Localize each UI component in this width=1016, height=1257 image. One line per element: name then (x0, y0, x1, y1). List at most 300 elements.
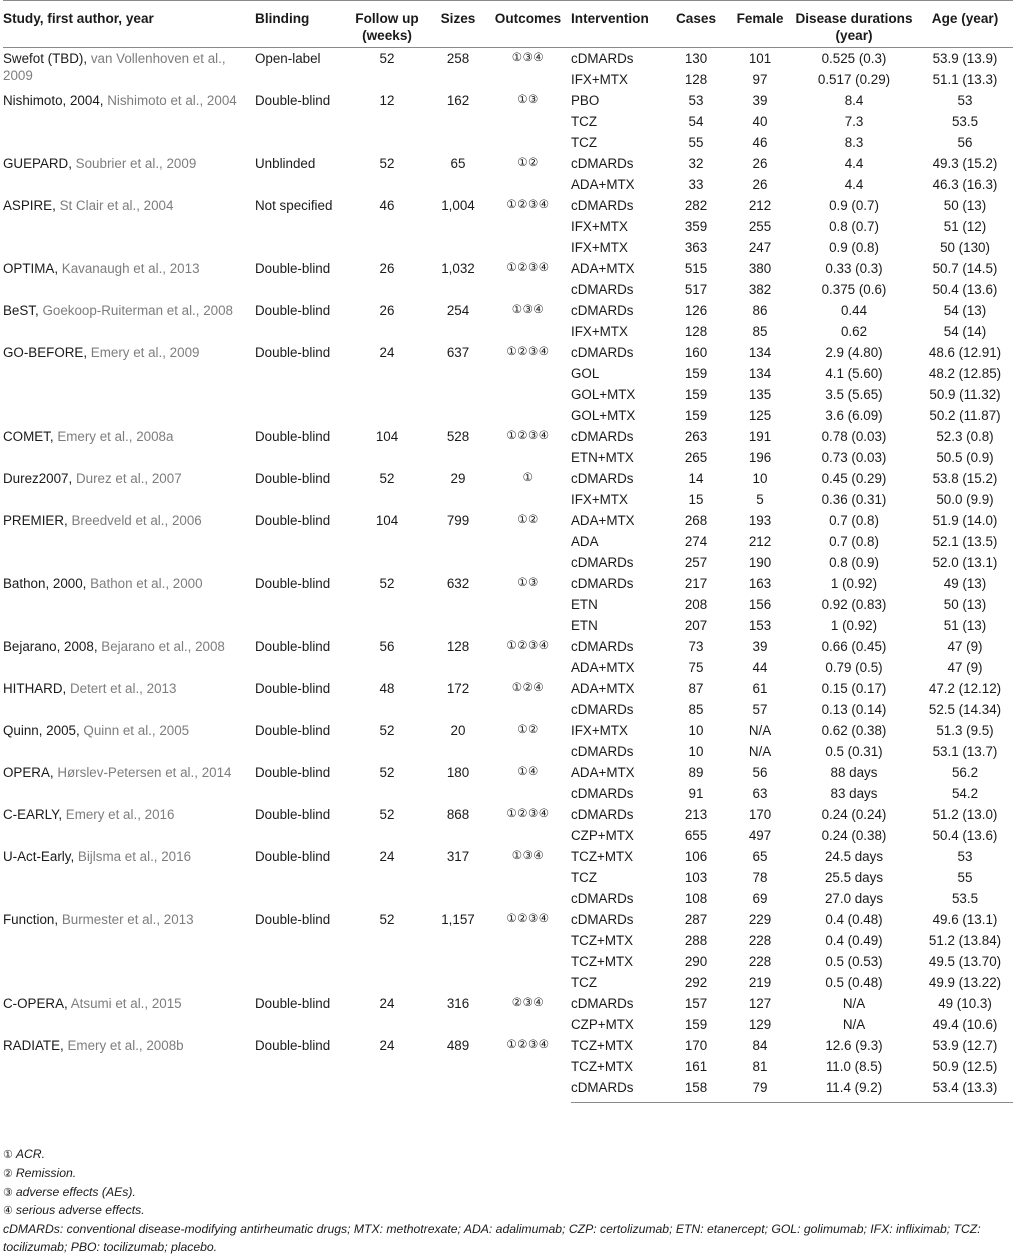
study-name: Function, (3, 911, 62, 927)
duration-cell: 4.4 (844, 177, 864, 192)
female-cell: N/A (748, 744, 772, 759)
female-cell: 170 (748, 807, 772, 822)
cases-cell: 263 (684, 429, 708, 444)
cases-cell: 158 (663, 1077, 729, 1103)
study-cell (3, 258, 255, 300)
outcomes-cell: ①②③④ (506, 262, 550, 274)
follow-up-cell: 24 (379, 849, 395, 864)
outcomes-cell: ①② (517, 157, 539, 169)
duration-cell: 0.73 (0.03) (821, 450, 887, 465)
table-footnotes (3, 1146, 1013, 1257)
age-cell: 56.2 (951, 765, 979, 780)
age-cell: 52.0 (13.1) (932, 555, 998, 570)
cases-cell: 91 (688, 786, 704, 801)
follow-up-cell: 104 (375, 513, 399, 528)
table-row (3, 993, 1013, 1014)
study-name: Swefot (TBD), (3, 50, 91, 66)
intervention-cell: ADA+MTX (571, 660, 635, 675)
sizes-cell: 632 (446, 576, 470, 591)
outcomes-cell: ①②③④ (506, 1039, 550, 1051)
age-cell: 50 (130) (940, 240, 990, 255)
study-citation-link[interactable]: St Clair et al., 2004 (59, 197, 174, 213)
blinding-cell: Double-blind (255, 681, 331, 696)
blinding-cell: Double-blind (255, 429, 331, 444)
follow-up-cell: 24 (379, 345, 395, 360)
age-cell: 49.5 (13.70) (928, 954, 1002, 969)
duration-cell: 0.15 (0.17) (821, 681, 887, 696)
outcomes-cell: ①②③④ (506, 913, 550, 925)
study-cell (3, 678, 255, 720)
intervention-cell: TCZ+MTX (571, 1038, 634, 1053)
cases-cell: 55 (688, 135, 704, 150)
duration-cell: 0.4 (0.48) (825, 912, 883, 927)
female-cell: 228 (748, 933, 772, 948)
female-cell: 81 (752, 1059, 768, 1074)
sizes-cell: 1,032 (441, 261, 475, 276)
footnote (3, 1165, 1013, 1184)
duration-cell: 0.5 (0.31) (825, 744, 883, 759)
cases-cell: 159 (684, 387, 708, 402)
sizes-cell: 799 (446, 513, 470, 528)
intervention-cell: cDMARDs (571, 345, 634, 360)
sizes-cell: 65 (450, 156, 466, 171)
age-cell: 53.4 (13.3) (917, 1077, 1013, 1103)
study-name: GO-BEFORE, (3, 344, 91, 360)
female-cell: 193 (748, 513, 772, 528)
blinding-cell: Double-blind (255, 765, 331, 780)
study-citation-link[interactable]: Kavanaugh et al., 2013 (61, 260, 200, 276)
duration-cell: 0.92 (0.83) (821, 597, 887, 612)
sizes-cell: 489 (446, 1038, 470, 1053)
cases-cell: 126 (684, 303, 708, 318)
sizes-cell: 317 (446, 849, 470, 864)
table-row (3, 846, 1013, 867)
outcomes-cell: ①②③④ (506, 199, 550, 211)
cases-cell: 257 (684, 555, 708, 570)
intervention-cell: TCZ (571, 114, 598, 129)
follow-up-cell: 12 (379, 93, 395, 108)
header-female: Female (729, 1, 791, 48)
female-cell: 26 (752, 177, 768, 192)
age-cell: 51.3 (9.5) (936, 723, 994, 738)
intervention-cell: TCZ+MTX (571, 849, 634, 864)
study-citation-link[interactable]: Durez et al., 2007 (75, 470, 182, 486)
intervention-cell: ETN (571, 597, 598, 612)
study-cell (3, 90, 255, 153)
cases-cell: 85 (688, 702, 704, 717)
cases-cell: 160 (684, 345, 708, 360)
header-sizes: Sizes (431, 1, 485, 48)
intervention-cell: ADA+MTX (571, 261, 635, 276)
study-name: GUEPARD, (3, 155, 76, 171)
age-cell: 55 (957, 870, 973, 885)
blinding-cell: Unblinded (255, 156, 316, 171)
age-cell: 51.2 (13.0) (932, 807, 998, 822)
header-row (3, 1, 1013, 48)
female-cell: 61 (752, 681, 768, 696)
cases-cell: 73 (688, 639, 704, 654)
cases-cell: 359 (684, 219, 708, 234)
intervention-cell: cDMARDs (571, 156, 634, 171)
follow-up-cell: 52 (379, 807, 395, 822)
sizes-cell: 29 (450, 471, 466, 486)
age-cell: 53 (957, 93, 973, 108)
table-row (3, 90, 1013, 111)
table-row (3, 48, 1013, 70)
female-cell: 65 (752, 849, 768, 864)
age-cell: 53.5 (951, 114, 979, 129)
duration-cell: 11.4 (9.2) (791, 1077, 917, 1103)
study-name: Nishimoto, 2004, (3, 92, 108, 108)
intervention-cell: TCZ+MTX (571, 954, 634, 969)
age-cell: 49.6 (13.1) (932, 912, 998, 927)
duration-cell: 0.62 (840, 324, 868, 339)
header-cases: Cases (663, 1, 729, 48)
cases-cell: 287 (684, 912, 708, 927)
age-cell: 50.5 (0.9) (936, 450, 994, 465)
table-row (3, 678, 1013, 699)
sizes-cell: 128 (446, 639, 470, 654)
study-cell (3, 573, 255, 636)
study-cell (3, 342, 255, 426)
age-cell: 51.9 (14.0) (932, 513, 998, 528)
female-cell: 228 (748, 954, 772, 969)
female-cell: 86 (752, 303, 768, 318)
study-cell (3, 762, 255, 804)
study-name: Durez2007, (3, 470, 76, 486)
study-citation-link[interactable]: Emery et al., 2008b (67, 1037, 184, 1053)
footnote-text: ACR. (15, 1147, 45, 1161)
female-cell: 156 (748, 597, 772, 612)
intervention-cell: ETN (571, 618, 598, 633)
intervention-cell: cDMARDs (571, 744, 634, 759)
intervention-cell: cDMARDs (571, 555, 634, 570)
female-cell: 380 (748, 261, 772, 276)
female-cell: 78 (752, 870, 768, 885)
sizes-cell: 1,004 (441, 198, 475, 213)
duration-cell: 8.4 (844, 93, 864, 108)
female-cell: 190 (748, 555, 772, 570)
age-cell: 52.1 (13.5) (932, 534, 998, 549)
cases-cell: 274 (684, 534, 708, 549)
intervention-cell: GOL+MTX (571, 387, 636, 402)
cases-cell: 161 (684, 1059, 708, 1074)
blinding-cell: Double-blind (255, 513, 331, 528)
duration-cell: 0.78 (0.03) (821, 429, 887, 444)
duration-cell: 4.1 (5.60) (825, 366, 883, 381)
table-row (3, 909, 1013, 930)
study-cell (3, 426, 255, 468)
intervention-cell: cDMARDs (571, 891, 634, 906)
female-cell: 129 (748, 1017, 772, 1032)
header-blinding: Blinding (255, 1, 343, 48)
study-citation-link[interactable]: Emery et al., 2008a (57, 428, 174, 444)
duration-cell: 11.0 (8.5) (825, 1059, 883, 1074)
cases-cell: 288 (684, 933, 708, 948)
duration-cell: 0.5 (0.48) (825, 975, 883, 990)
study-name: C-EARLY, (3, 806, 66, 822)
study-cell (3, 909, 255, 993)
follow-up-cell: 24 (379, 996, 395, 1011)
age-cell: 49 (10.3) (938, 996, 992, 1011)
age-cell: 56 (957, 135, 973, 150)
cases-cell: 292 (684, 975, 708, 990)
duration-cell: 0.33 (0.3) (825, 261, 883, 276)
study-citation-link[interactable]: Hørslev-Petersen et al., 2014 (57, 764, 232, 780)
study-citation-link[interactable]: Emery et al., 2016 (65, 806, 175, 822)
blinding-cell: Double-blind (255, 471, 331, 486)
footnote-symbol: ② (3, 1167, 13, 1180)
table-row (3, 258, 1013, 279)
age-cell: 47 (9) (947, 639, 983, 654)
study-citation-link[interactable]: Bathon et al., 2000 (90, 575, 203, 591)
sizes-cell: 868 (446, 807, 470, 822)
cases-cell: 10 (688, 723, 704, 738)
outcomes-cell: ①② (517, 724, 539, 736)
intervention-cell: ADA (571, 534, 599, 549)
duration-cell: 0.79 (0.5) (825, 660, 883, 675)
footnote-text: Remission. (15, 1165, 77, 1180)
follow-up-cell: 48 (379, 681, 395, 696)
intervention-cell: TCZ+MTX (571, 1059, 634, 1074)
duration-cell: N/A (842, 996, 866, 1011)
intervention-cell: cDMARDs (571, 786, 634, 801)
follow-up-cell: 52 (379, 723, 395, 738)
intervention-cell: IFX+MTX (571, 723, 628, 738)
study-name: Bejarano, 2008, (3, 638, 102, 654)
footnote (3, 1202, 1013, 1221)
female-cell: 229 (748, 912, 772, 927)
duration-cell: 3.6 (6.09) (825, 408, 883, 423)
outcomes-cell: ①③④ (511, 850, 545, 862)
cases-cell: 14 (688, 471, 704, 486)
duration-cell: 27.0 days (824, 891, 884, 906)
intervention-cell: GOL+MTX (571, 408, 636, 423)
study-citation-link[interactable]: Soubrier et al., 2009 (75, 155, 197, 171)
study-citation-link[interactable]: Burmester et al., 2013 (61, 911, 194, 927)
intervention-cell: CZP+MTX (571, 828, 634, 843)
intervention-cell: cDMARDs (571, 1077, 663, 1103)
intervention-cell: ADA+MTX (571, 765, 635, 780)
duration-cell: 24.5 days (824, 849, 884, 864)
study-cell (3, 48, 255, 91)
study-cell (3, 153, 255, 195)
female-cell: 247 (748, 240, 772, 255)
study-cell (3, 195, 255, 258)
intervention-cell: cDMARDs (571, 303, 634, 318)
outcomes-cell: ①② (517, 514, 539, 526)
intervention-cell: ETN+MTX (571, 450, 634, 465)
duration-cell: 7.3 (844, 114, 864, 129)
header-study: Study, first author, year (3, 1, 255, 48)
female-cell: 212 (748, 198, 772, 213)
female-cell: 196 (748, 450, 772, 465)
duration-cell: 0.8 (0.9) (829, 555, 879, 570)
study-name: BeST, (3, 302, 43, 318)
study-name: RADIATE, (3, 1037, 68, 1053)
age-cell: 53.1 (13.7) (932, 744, 998, 759)
female-cell: N/A (748, 723, 772, 738)
age-cell: 50.9 (11.32) (929, 387, 1001, 402)
follow-up-cell: 52 (379, 51, 395, 66)
blinding-cell: Double-blind (255, 93, 331, 108)
blinding-cell: Double-blind (255, 303, 331, 318)
intervention-cell: cDMARDs (571, 471, 634, 486)
blinding-cell: Double-blind (255, 723, 331, 738)
female-cell: 57 (752, 702, 768, 717)
sizes-cell: 258 (446, 51, 470, 66)
follow-up-cell: 56 (379, 639, 395, 654)
study-citation-link[interactable]: Detert et al., 2013 (69, 680, 177, 696)
study-name: OPERA, (3, 764, 58, 780)
duration-cell: 83 days (830, 786, 878, 801)
cases-cell: 54 (688, 114, 704, 129)
age-cell: 51.1 (13.3) (932, 72, 998, 87)
table-row (3, 636, 1013, 657)
intervention-cell: IFX+MTX (571, 240, 628, 255)
study-citation-link[interactable]: Bejarano et al., 2008 (101, 638, 225, 654)
follow-up-cell: 52 (379, 912, 395, 927)
blinding-cell: Double-blind (255, 576, 331, 591)
intervention-cell: cDMARDs (571, 576, 634, 591)
duration-cell: 0.24 (0.38) (821, 828, 887, 843)
table-row (3, 804, 1013, 825)
study-name: PREMIER, (3, 512, 72, 528)
cases-cell: 89 (688, 765, 704, 780)
study-citation-link[interactable]: van Vollenhoven et al., 2009 (3, 50, 226, 83)
cases-cell: 128 (684, 72, 708, 87)
table-row (3, 762, 1013, 783)
cases-cell: 217 (684, 576, 708, 591)
outcomes-cell: ①②③④ (506, 430, 550, 442)
female-cell: 26 (752, 156, 768, 171)
blinding-cell: Double-blind (255, 345, 331, 360)
intervention-cell: ADA+MTX (571, 177, 635, 192)
table-row (3, 342, 1013, 363)
study-name: Bathon, 2000, (3, 575, 91, 591)
cases-cell: 75 (688, 660, 704, 675)
outcomes-cell: ①③④ (511, 304, 545, 316)
intervention-cell: TCZ (571, 870, 598, 885)
intervention-cell: CZP+MTX (571, 1017, 634, 1032)
table-row (3, 195, 1013, 216)
duration-cell: 4.4 (844, 156, 864, 171)
female-cell: 39 (752, 639, 768, 654)
study-name: C-OPERA, (3, 995, 71, 1011)
cases-cell: 213 (684, 807, 708, 822)
age-cell: 50.2 (11.87) (929, 408, 1001, 423)
age-cell: 47 (9) (947, 660, 983, 675)
study-cell (3, 468, 255, 510)
age-cell: 50.4 (13.6) (932, 282, 998, 297)
header-disease-duration: Disease durations (year) (791, 1, 917, 48)
table-row (3, 573, 1013, 594)
study-citation-link[interactable]: Goekoop-Ruiterman et al., 2008 (42, 302, 234, 318)
cases-cell: 268 (684, 513, 708, 528)
female-cell: 10 (752, 471, 768, 486)
female-cell: 85 (752, 324, 768, 339)
female-cell: 40 (752, 114, 768, 129)
blinding-cell: Not specified (255, 198, 333, 213)
outcomes-cell: ①④ (517, 766, 539, 778)
female-cell: 255 (748, 219, 772, 234)
duration-cell: 8.3 (844, 135, 864, 150)
age-cell: 51 (12) (943, 219, 987, 234)
duration-cell: 0.44 (840, 303, 868, 318)
study-citation-link[interactable]: Quinn et al., 2005 (83, 722, 190, 738)
age-cell: 48.2 (12.85) (928, 366, 1002, 381)
follow-up-cell: 52 (379, 765, 395, 780)
intervention-cell: IFX+MTX (571, 492, 628, 507)
duration-cell: 0.7 (0.8) (829, 513, 879, 528)
sizes-cell: 20 (450, 723, 466, 738)
study-citation-link[interactable]: Nishimoto et al., 2004 (107, 92, 237, 108)
duration-cell: 0.8 (0.7) (829, 219, 879, 234)
female-cell: 97 (752, 72, 768, 87)
table-row (3, 468, 1013, 489)
age-cell: 53.8 (15.2) (932, 471, 998, 486)
intervention-cell: cDMARDs (571, 282, 634, 297)
study-name: HITHARD, (3, 680, 70, 696)
cases-cell: 87 (688, 681, 704, 696)
study-name: COMET, (3, 428, 58, 444)
female-cell: 134 (748, 345, 772, 360)
age-cell: 53.9 (12.7) (932, 1038, 998, 1053)
cases-cell: 655 (684, 828, 708, 843)
intervention-cell: GOL (571, 366, 600, 381)
female-cell: 44 (752, 660, 768, 675)
blinding-cell: Double-blind (255, 912, 331, 927)
cases-cell: 32 (688, 156, 704, 171)
sizes-cell: 172 (446, 681, 470, 696)
intervention-cell: cDMARDs (571, 996, 634, 1011)
table-body (3, 48, 1013, 1103)
cases-cell: 157 (684, 996, 708, 1011)
study-cell (3, 510, 255, 573)
study-citation-link[interactable]: Atsumi et al., 2015 (70, 995, 182, 1011)
age-cell: 51 (13) (943, 618, 987, 633)
follow-up-cell: 26 (379, 303, 395, 318)
footnote-text: adverse effects (AEs). (15, 1184, 136, 1199)
age-cell: 46.3 (16.3) (932, 177, 998, 192)
female-cell: 191 (748, 429, 772, 444)
footnote-symbol: ① (3, 1149, 13, 1161)
study-citation-link[interactable]: Bijlsma et al., 2016 (77, 848, 192, 864)
follow-up-cell: 52 (379, 576, 395, 591)
study-citation-link[interactable]: Breedveld et al., 2006 (71, 512, 202, 528)
footnote-symbol: ④ (3, 1205, 13, 1218)
intervention-cell: IFX+MTX (571, 324, 628, 339)
cases-cell: 363 (684, 240, 708, 255)
study-cell (3, 846, 255, 909)
cases-cell: 517 (684, 282, 708, 297)
study-cell (3, 993, 255, 1035)
study-cell (3, 1035, 255, 1103)
cases-cell: 159 (684, 1017, 708, 1032)
cases-cell: 282 (684, 198, 708, 213)
study-cell (3, 720, 255, 762)
blinding-cell: Double-blind (255, 639, 331, 654)
cases-cell: 170 (684, 1038, 708, 1053)
duration-cell: 0.517 (0.29) (817, 72, 891, 87)
age-cell: 50.9 (12.5) (932, 1059, 998, 1074)
study-citation-link[interactable]: Emery et al., 2009 (90, 344, 200, 360)
female-cell: 125 (748, 408, 772, 423)
outcomes-cell: ①②③④ (506, 346, 550, 358)
duration-cell: 1 (0.92) (830, 618, 878, 633)
age-cell: 53 (957, 849, 973, 864)
cases-cell: 290 (684, 954, 708, 969)
